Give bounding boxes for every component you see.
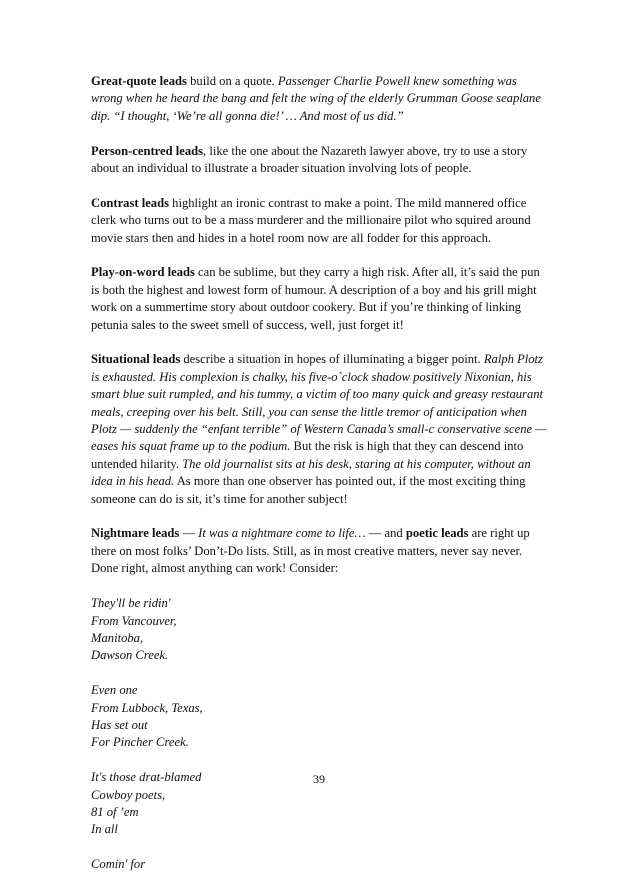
lead-type-term: Person-centred leads: [91, 143, 204, 158]
body-text: But the risk is high that they can descend into untended hilarity.: [91, 439, 524, 471]
body-text: describe a situation in hopes of illuminating a bigger point.: [180, 352, 484, 367]
page-number: 39: [313, 772, 325, 786]
poem-line: It's those drat-blamed: [91, 770, 202, 785]
paragraph: [91, 195, 549, 247]
body-text: build on a quote.: [186, 74, 278, 88]
paragraph: [91, 73, 549, 125]
lead-type-term: Nightmare leads: [91, 526, 180, 541]
lead-type-term: poetic leads: [405, 526, 469, 541]
body-text: — and: [365, 526, 406, 541]
poem-line: Cowboy poets,: [91, 787, 166, 802]
lead-type-term: Play-on-word leads: [91, 265, 195, 280]
poem-stanza: [91, 856, 549, 873]
poem-line: Manitoba,: [91, 630, 144, 645]
body-text: As more than one observer has pointed out, if the most exciting thing someone can do is sit, it’s time for another subject!: [91, 474, 526, 506]
poem-line: From Vancouver,: [91, 613, 177, 628]
poem-stanza: [91, 595, 549, 665]
body-text: highlight an ironic contrast to make a point. The mild mannered office clerk who turns out to be a mass murderer and the millionaire pilot who squired around movie stars then and hides in a hotel room now are all fodder for this approach.: [91, 195, 531, 245]
example-text: Passenger Charlie Powell knew something was wrong when he heard the bang and felt the wing of the elderly Grumman Goose seaplane dip. “I thought, ‘We’re all gonna die!’ … And most of us did.”: [91, 74, 541, 123]
example-text: Ralph Plotz is exhausted. His complexion is chalky, his five-o`clock shadow positively Nixonian, his smart blue suit rumpled, and his tummy, a victim of too many quick and greasy restaurant meals, creeping over his belt. Still, you can sense the little tremor of anticipation when Plotz — suddenly the “enfant terrible” of Western Canada’s small-c conservative scene — eases his squat frame up to the podium.: [91, 352, 547, 454]
body-text: —: [179, 526, 199, 541]
example-text: It was a nightmare come to life…: [198, 526, 366, 541]
paragraph: [91, 525, 549, 577]
lead-type-term: Situational leads: [91, 352, 181, 367]
poem-line: Comin' for: [91, 857, 146, 872]
poem-line: Dawson Creek.: [91, 648, 169, 663]
paragraph: [91, 351, 549, 508]
poem-stanza: [91, 682, 549, 752]
paragraph-list: [91, 73, 549, 578]
poem-line: In all: [91, 822, 118, 837]
poem-line: 81 of ’em: [91, 804, 139, 819]
lead-type-term: Great-quote leads: [91, 74, 187, 88]
paragraph: [91, 143, 549, 178]
poem-line: They'll be ridin': [91, 596, 171, 611]
page-body: [91, 73, 549, 891]
paragraph: [91, 264, 549, 334]
body-text: can be sublime, but they carry a high risk. After all, it’s said the pun is both the highest and lowest form of humour. A description of a boy and his grill might work on a summertime story about outdoor cookery. But if you’re thinking of linking petunia sales to the sweet smell of success, well, just forget it!: [91, 265, 540, 332]
body-text: are right up there on most folks’ Don’t-Do lists. Still, as in most creative matters, never say never. Done right, almost anything can work! Consider:: [91, 526, 530, 576]
poem-line: From Lubbock, Texas,: [91, 700, 203, 715]
poem-line: Has set out: [91, 717, 148, 732]
body-text: , like the one about the Nazareth lawyer above, try to use a story about an individual to illustrate a broader situation involving lots of people.: [91, 143, 528, 176]
lead-type-term: Contrast leads: [91, 195, 170, 210]
poem-line: For Pincher Creek.: [91, 735, 189, 750]
poem: [91, 595, 549, 873]
example-text: The old journalist sits at his desk, staring at his computer, without an idea in his head.: [91, 456, 531, 489]
poem-line: Even one: [91, 683, 138, 698]
